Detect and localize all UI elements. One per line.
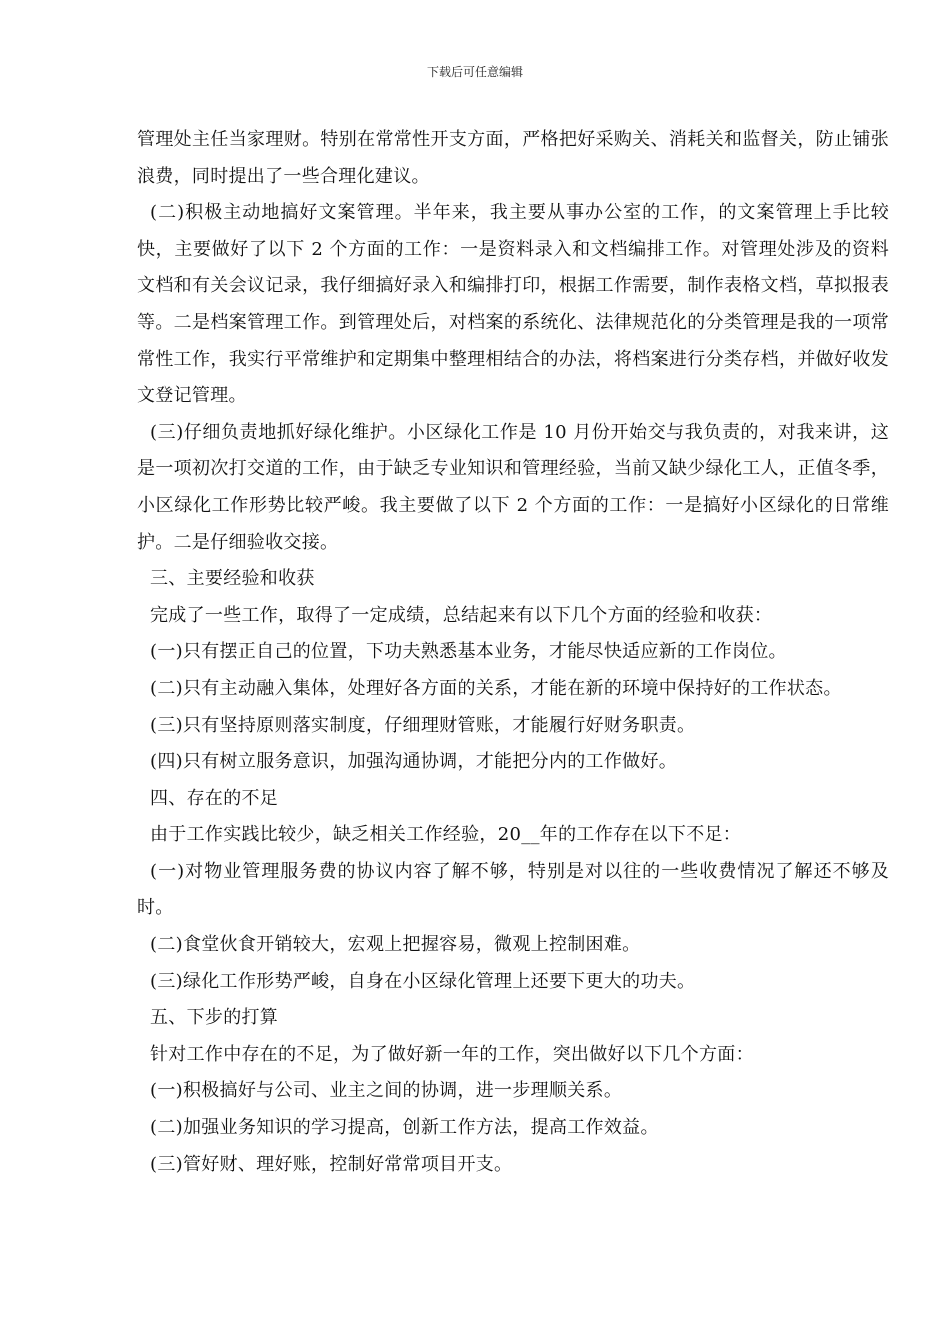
paragraph: 管理处主任当家理财。特别在常常性开支方面，严格把好采购关、消耗关和监督关，防止铺张浪费，同时提出了一些合理化建议。 [137,129,889,187]
page-header: 下载后可任意编辑 [426,65,523,79]
list-item: (二)加强业务知识的学习提高，创新工作方法，提高工作效益。 [150,1117,659,1139]
list-item: (二)食堂伙食开销较大，宏观上把握容易，微观上控制困难。 [150,934,641,956]
document-body [137,122,889,1183]
paragraph: 完成了一些工作，取得了一定成绩，总结起来有以下几个方面的经验和收获： [150,604,773,626]
paragraph: (三)仔细负责地抓好绿化维护。小区绿化工作是 10 月份开始交与我负责的，对我来讲，这是一项初次打交道的工作，由于缺乏专业知识和管理经验，当前又缺少绿化工人，正值冬季，小区绿化工作形势比较严峻。我主要做了以下 2 个方面的工作：一是搞好小区绿化的日常维护。二是仔细验收交接。 [137,421,889,553]
paragraph: (二)积极主动地搞好文案管理。半年来，我主要从事办公室的工作，的文案管理上手比较快，主要做好了以下 2 个方面的工作：一是资料录入和文档编排工作。对管理处涉及的资料文档和有关会议记录，我仔细搞好录入和编排打印，根据工作需要，制作表格文档，草拟报表等。二是档案管理工作。到管理处后，对档案的系统化、法律规范化的分类管理是我的一项常常性工作，我实行平常维护和定期集中整理相结合的办法，将档案进行分类存档，并做好收发文登记管理。 [137,202,889,407]
section-heading: 三、主要经验和收获 [150,568,315,590]
list-item: (四)只有树立服务意识，加强沟通协调，才能把分内的工作做好。 [150,751,678,773]
paragraph: 针对工作中存在的不足，为了做好新一年的工作，突出做好以下几个方面： [150,1043,754,1065]
section-heading: 五、下步的打算 [150,1007,279,1029]
list-item: (一)只有摆正自己的位置，下功夫熟悉基本业务，才能尽快适应新的工作岗位。 [150,641,787,663]
list-item: (一)积极搞好与公司、业主之间的协调，进一步理顺关系。 [150,1080,623,1102]
section-heading: 四、存在的不足 [150,787,279,809]
list-item: (三)绿化工作形势严峻，自身在小区绿化管理上还要下更大的功夫。 [150,970,696,992]
paragraph: 由于工作实践比较少，缺乏相关工作经验，20__年的工作存在以下不足： [150,824,742,846]
list-item: (二)只有主动融入集体，处理好各方面的关系，才能在新的环境中保持好的工作状态。 [150,677,842,699]
list-item: (三)管好财、理好账，控制好常常项目开支。 [150,1153,513,1175]
list-item: (三)只有坚持原则落实制度，仔细理财管账，才能履行好财务职责。 [150,714,696,736]
list-item: (一)对物业管理服务费的协议内容了解不够，特别是对以往的一些收费情况了解还不够及时。 [137,860,889,919]
